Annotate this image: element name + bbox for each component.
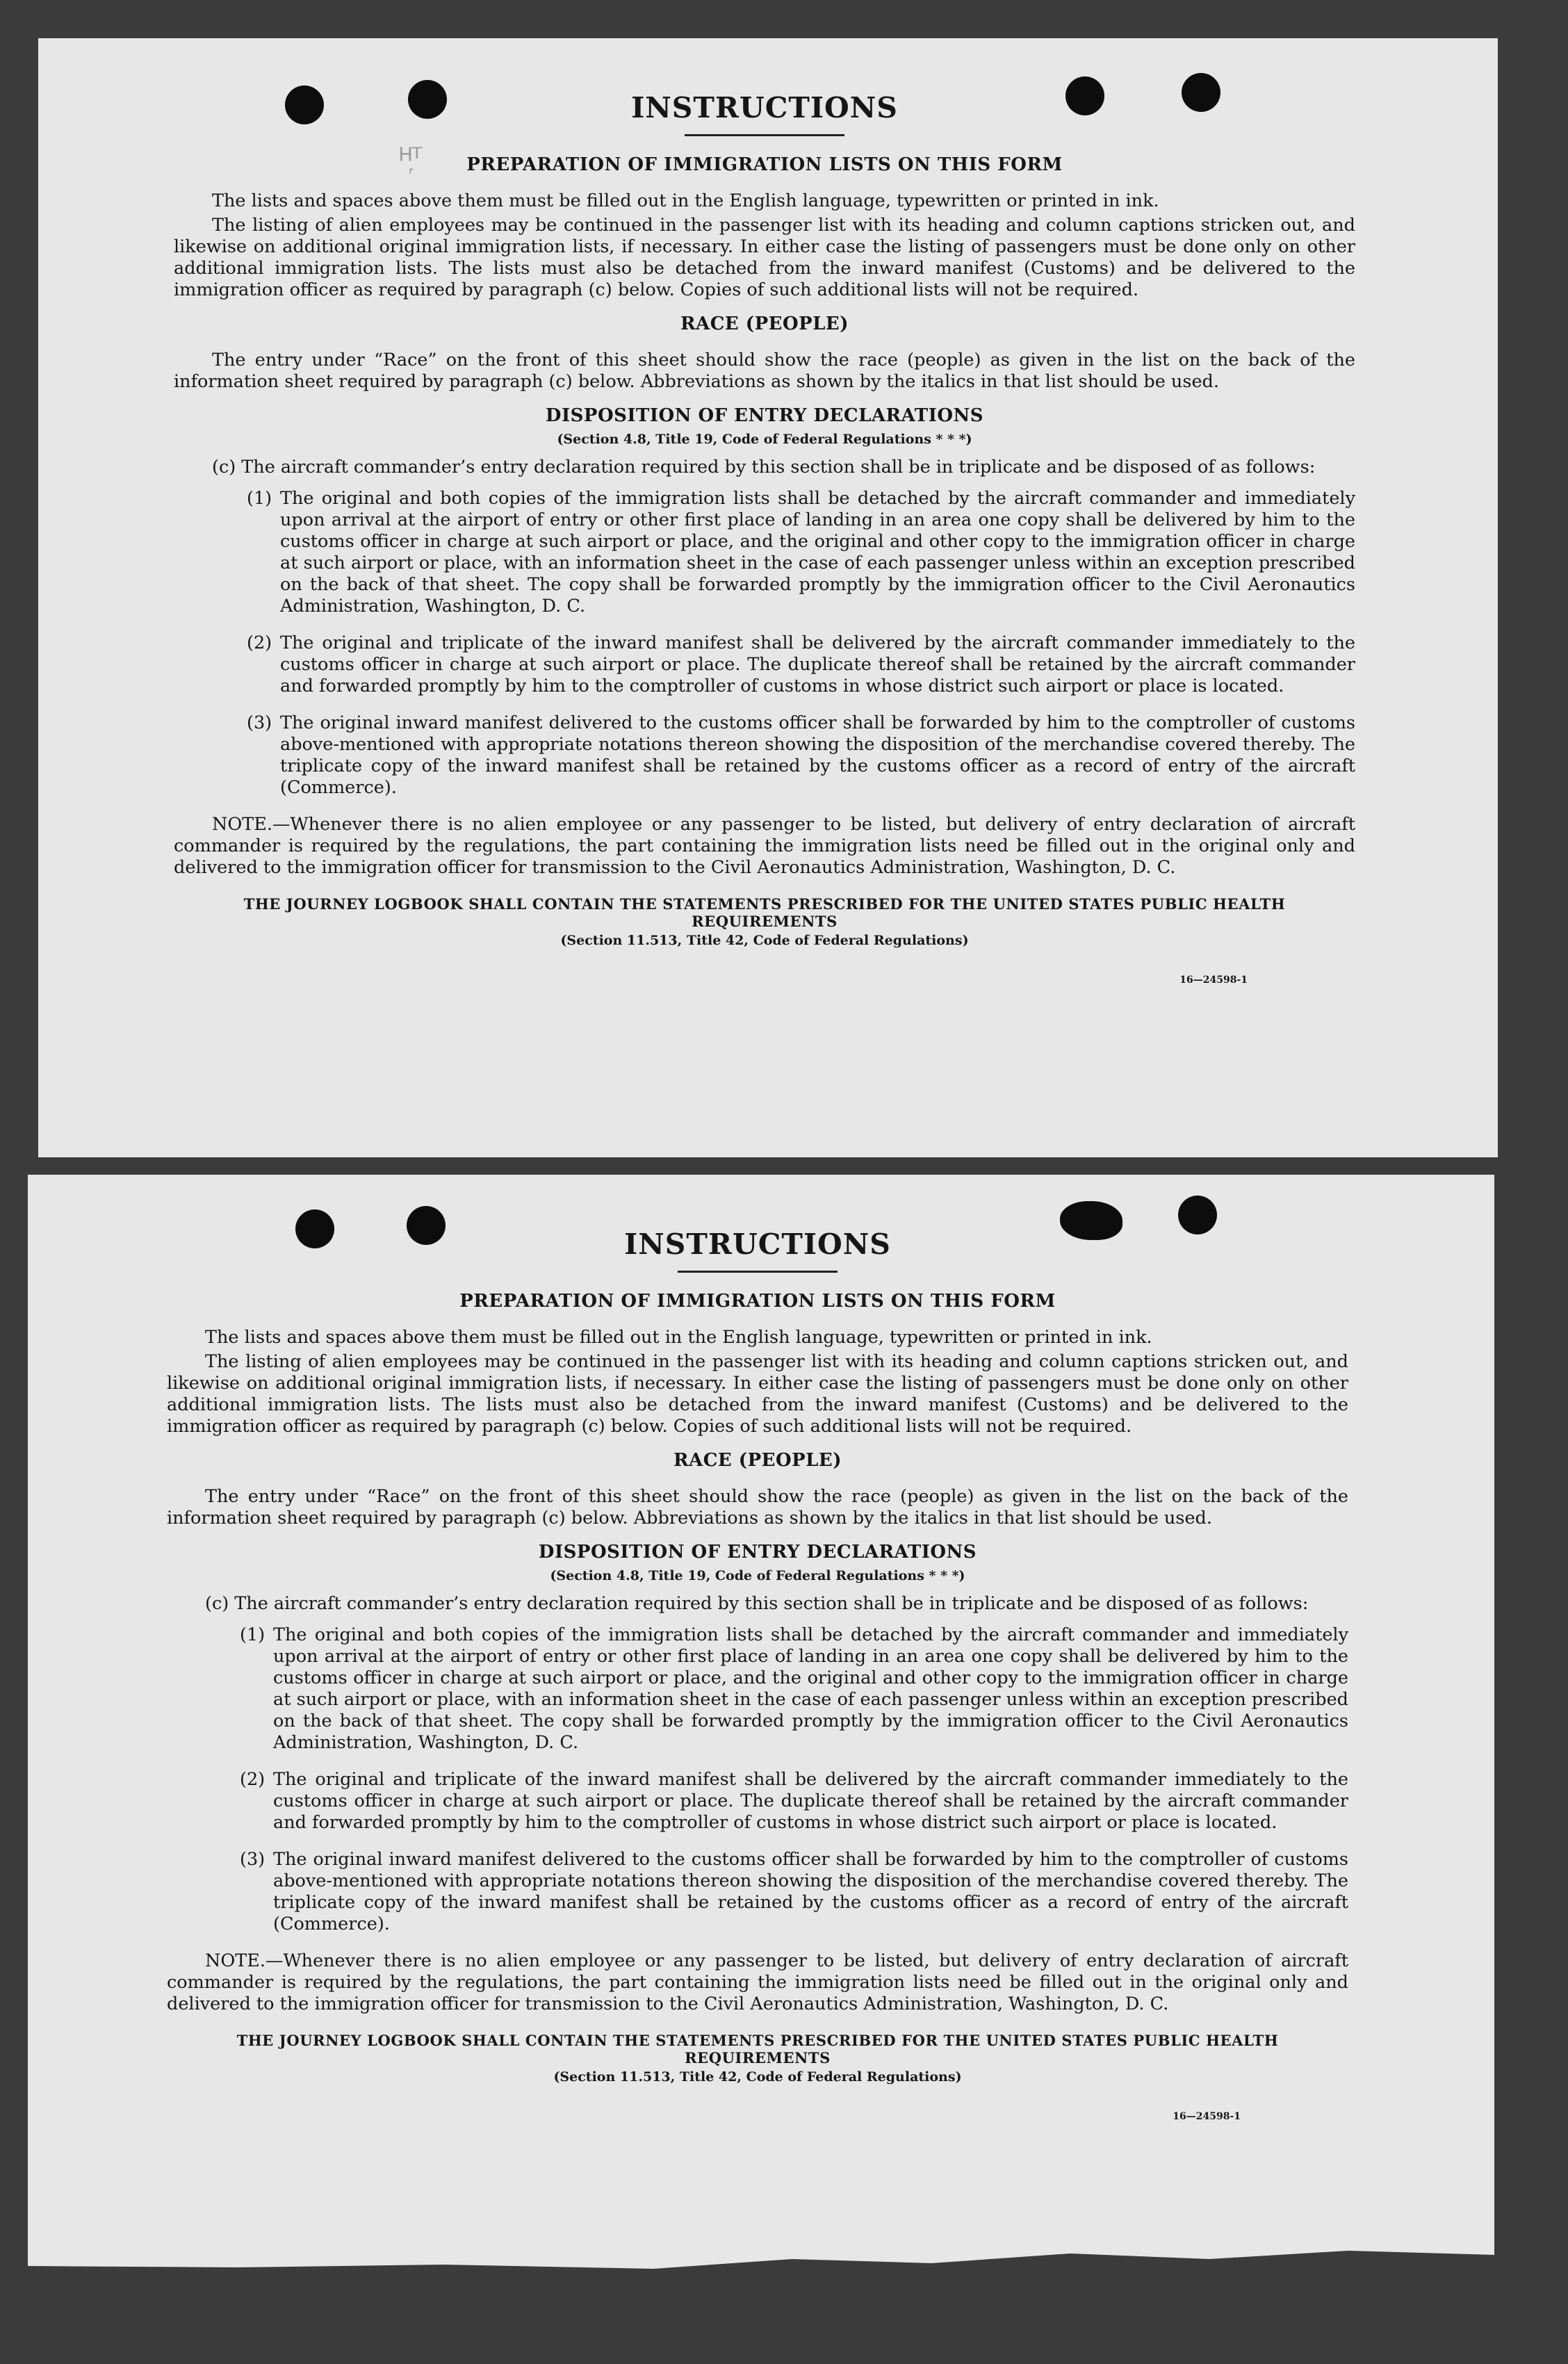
instructions-title: INSTRUCTIONS — [631, 91, 898, 124]
race-heading: RACE (PEOPLE) — [680, 313, 849, 335]
preparation-paragraph: The lists and spaces above them must be filled out in the English language, typewritten or printed in ink. — [212, 190, 1159, 212]
list-item-number: (3) — [240, 1849, 266, 1870]
list-item — [167, 1624, 1348, 1754]
preparation-heading: PREPARATION OF IMMIGRATION LISTS ON THIS FORM — [459, 1291, 1056, 1312]
disposition-heading: DISPOSITION OF ENTRY DECLARATIONS — [545, 405, 984, 427]
list-item-number: (3) — [247, 712, 272, 734]
list-item-number: (2) — [240, 1769, 266, 1791]
instructions-content — [174, 90, 1355, 986]
instructions-title: INSTRUCTIONS — [624, 1228, 891, 1261]
list-item-text: The original and triplicate of the inward manifest shall be delivered by the aircraft commander immediately to the customs officer in charge at such airport or place. The duplicate thereof shall be retained by the aircraft commander and forwarded promptly by him to the comptroller of customs in whose district such airport or place is located. — [280, 633, 1355, 697]
list-item — [174, 488, 1355, 617]
list-item — [174, 712, 1355, 799]
form-number: 16—24598-1 — [1173, 2111, 1241, 2123]
preparation-paragraph: The listing of alien employees may be continued in the passenger list with its heading and column captions stricken out, and likewise on additional original immigration lists, if necessary. In either case the listing of passengers must be done only on other additional immigration lists. The lists must also be detached from the inward manifest (Customs) and be delivered to the immigration officer as required by paragraph (c) below. Copies of such additional lists will not be required. — [174, 215, 1355, 301]
torn-edge — [28, 2245, 1494, 2273]
form-number: 16—24598-1 — [1179, 975, 1248, 986]
list-item — [167, 1769, 1348, 1834]
list-item — [174, 633, 1355, 697]
title-rule — [678, 1271, 838, 1273]
health-heading: THE JOURNEY LOGBOOK SHALL CONTAIN THE STATEMENTS PRESCRIBED FOR THE UNITED STATES PUBLIC HEALTH REQUIREMENTS — [236, 2032, 1279, 2067]
disposition-citation: (Section 4.8, Title 19, Code of Federal Regulations * * *) — [557, 432, 972, 448]
race-heading: RACE (PEOPLE) — [673, 1450, 842, 1472]
note-paragraph: NOTE.—Whenever there is no alien employee or any passenger to be listed, but delivery of entry declaration of aircraft commander is required by the regulations, the part containing the immigration lists need be filled out in the original only and delivered to the immigration officer for transmission to the Civil Aeronautics Administration, Washington, D. C. — [174, 814, 1355, 879]
list-item-number: (1) — [240, 1624, 266, 1646]
disposition-intro: (c) The aircraft commander’s entry declaration required by this section shall be in triplicate and be disposed of as follows: — [212, 457, 1316, 478]
disposition-list — [167, 1624, 1348, 1935]
list-item — [167, 1849, 1348, 1935]
preparation-paragraph: The listing of alien employees may be continued in the passenger list with its heading and column captions stricken out, and likewise on additional original immigration lists, if necessary. In either case the listing of passengers must be done only on other additional immigration lists. The lists must also be detached from the inward manifest (Customs) and be delivered to the immigration officer as required by paragraph (c) below. Copies of such additional lists will not be required. — [167, 1351, 1348, 1437]
disposition-citation: (Section 4.8, Title 19, Code of Federal Regulations * * *) — [550, 1568, 965, 1584]
disposition-heading: DISPOSITION OF ENTRY DECLARATIONS — [538, 1542, 977, 1563]
preparation-heading: PREPARATION OF IMMIGRATION LISTS ON THIS FORM — [466, 154, 1063, 176]
list-item-text: The original and both copies of the immigration lists shall be detached by the aircraft commander and immediately upon arrival at the airport of entry or other first place of landing in an area one copy shall be delivered by him to the customs officer in charge at such airport or place, and the original and other copy to the immigration officer in charge at such airport or place, with an information sheet in the case of each passenger unless within an exception prescribed on the back of that sheet. The copy shall be forwarded promptly by the immigration officer to the Civil Aeronautics Administration, Washington, D. C. — [273, 1624, 1348, 1754]
health-heading: THE JOURNEY LOGBOOK SHALL CONTAIN THE STATEMENTS PRESCRIBED FOR THE UNITED STATES PUBLIC HEALTH REQUIREMENTS — [243, 895, 1286, 931]
disposition-intro: (c) The aircraft commander’s entry declaration required by this section shall be in triplicate and be disposed of as follows: — [205, 1593, 1309, 1615]
list-item-text: The original inward manifest delivered to the customs officer shall be forwarded by him to the comptroller of customs above-mentioned with appropriate notations thereon showing the disposition of the merchandise covered thereby. The triplicate copy of the inward manifest shall be retained by the customs officer as a record of entry of the aircraft (Commerce). — [280, 712, 1355, 799]
race-paragraph: The entry under “Race” on the front of this sheet should show the race (people) as given in the list on the back of the information sheet required by paragraph (c) below. Abbreviations as shown by the italics in that list should be used. — [174, 350, 1355, 393]
document-sheet-top — [38, 38, 1498, 1157]
document-sheet-bottom — [28, 1175, 1494, 2273]
health-citation: (Section 11.513, Title 42, Code of Federal Regulations) — [560, 933, 969, 949]
list-item-number: (1) — [247, 488, 272, 510]
list-item-text: The original and triplicate of the inward manifest shall be delivered by the aircraft commander immediately to the customs officer in charge at such airport or place. The duplicate thereof shall be retained by the aircraft commander and forwarded promptly by him to the comptroller of customs in whose district such airport or place is located. — [273, 1769, 1348, 1834]
title-rule — [685, 134, 844, 136]
list-item-text: The original inward manifest delivered to the customs officer shall be forwarded by him to the comptroller of customs above-mentioned with appropriate notations thereon showing the disposition of the merchandise covered thereby. The triplicate copy of the inward manifest shall be retained by the customs officer as a record of entry of the aircraft (Commerce). — [273, 1849, 1348, 1935]
instructions-content — [167, 1227, 1348, 2122]
note-paragraph: NOTE.—Whenever there is no alien employee or any passenger to be listed, but delivery of entry declaration of aircraft commander is required by the regulations, the part containing the immigration lists need be filled out in the original only and delivered to the immigration officer for transmission to the Civil Aeronautics Administration, Washington, D. C. — [167, 1950, 1348, 2015]
disposition-list — [174, 488, 1355, 799]
preparation-paragraph: The lists and spaces above them must be filled out in the English language, typewritten or printed in ink. — [205, 1327, 1152, 1348]
health-citation: (Section 11.513, Title 42, Code of Federal Regulations) — [553, 2069, 962, 2085]
race-paragraph: The entry under “Race” on the front of this sheet should show the race (people) as given in the list on the back of the information sheet required by paragraph (c) below. Abbreviations as shown by the italics in that list should be used. — [167, 1486, 1348, 1529]
list-item-number: (2) — [247, 633, 272, 654]
list-item-text: The original and both copies of the immigration lists shall be detached by the aircraft commander and immediately upon arrival at the airport of entry or other first place of landing in an area one copy shall be delivered by him to the customs officer in charge at such airport or place, and the original and other copy to the immigration officer in charge at such airport or place, with an information sheet in the case of each passenger unless within an exception prescribed on the back of that sheet. The copy shall be forwarded promptly by the immigration officer to the Civil Aeronautics Administration, Washington, D. C. — [280, 488, 1355, 617]
pencil-mark: ᴴ᷊ᵀ — [400, 142, 423, 174]
